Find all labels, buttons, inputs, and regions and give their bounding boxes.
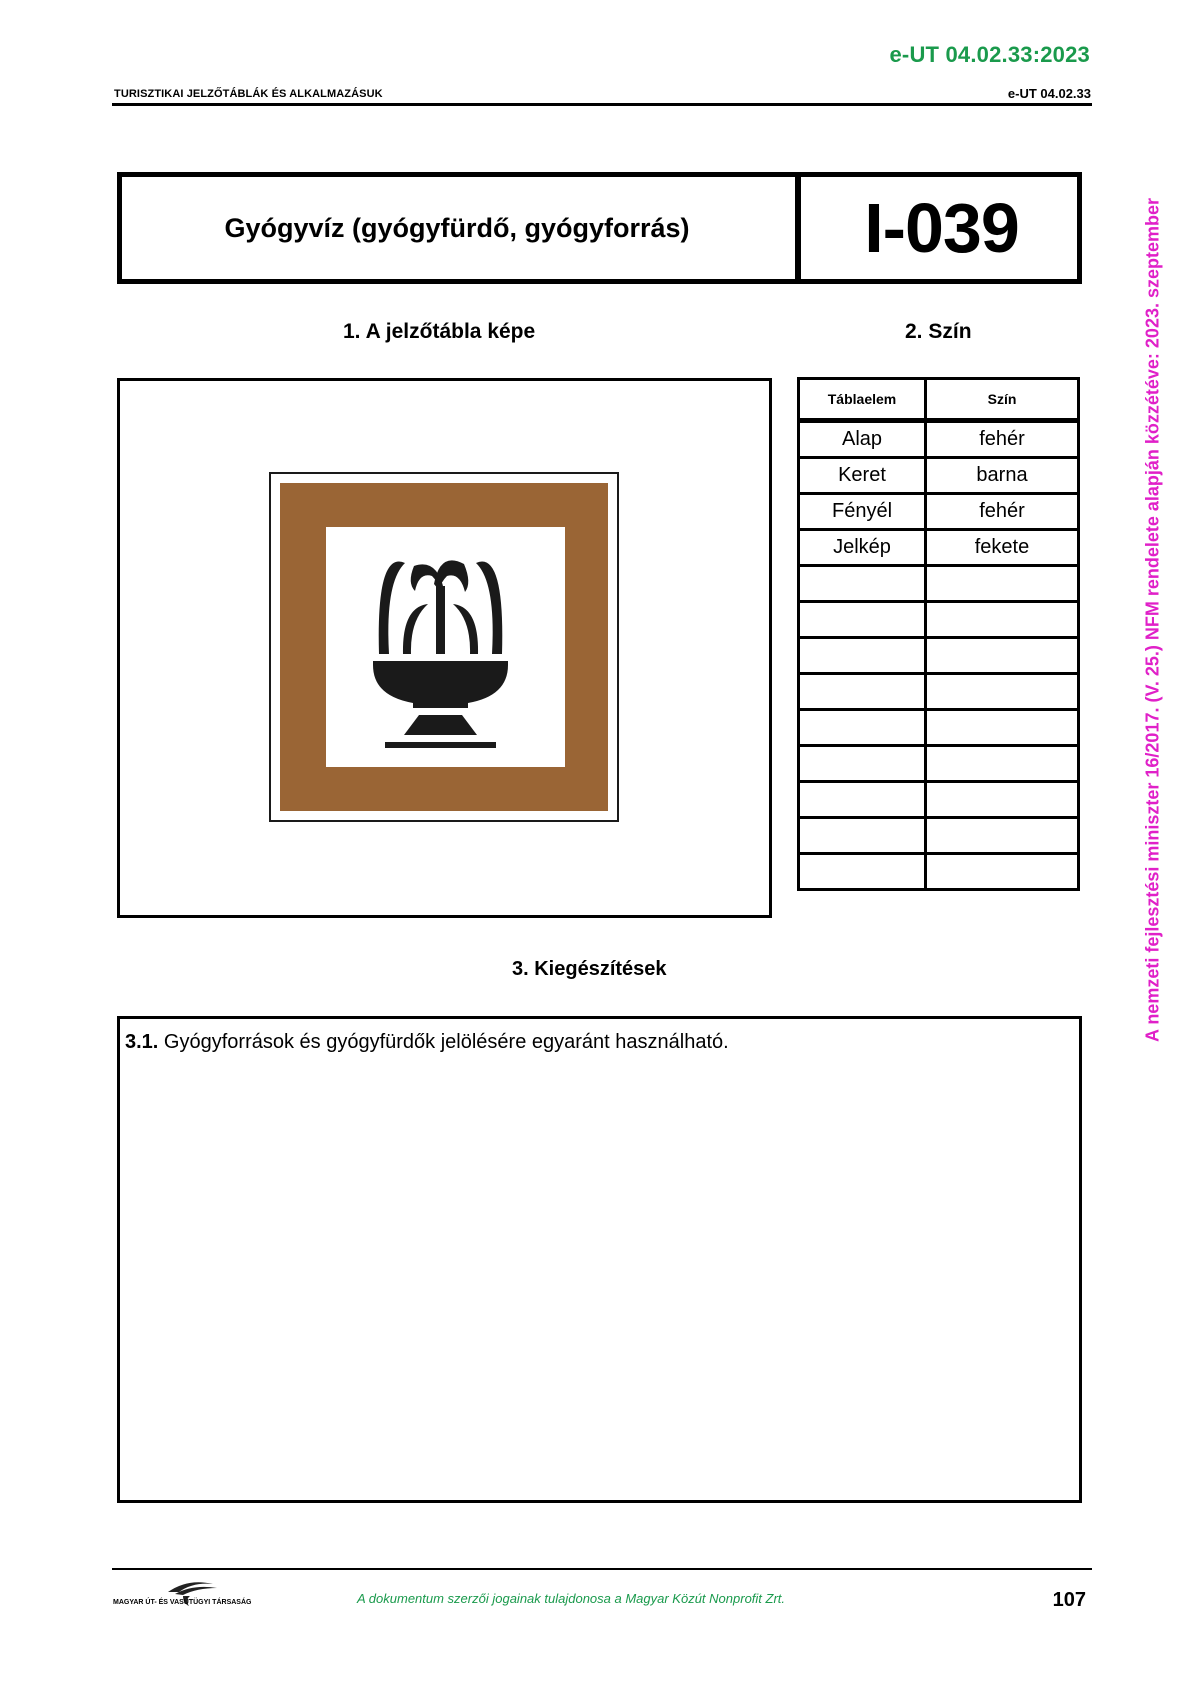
header-element: Táblaelem [799, 379, 926, 421]
cell-element: Fényél [799, 494, 926, 530]
table-row-empty [799, 782, 1079, 818]
table-row [799, 530, 1079, 566]
section-heading-supplements: 3. Kiegészítések [512, 958, 667, 980]
section-heading-color: 2. Szín [905, 320, 972, 343]
table-row-empty [799, 674, 1079, 710]
running-header-code: e-UT 04.02.33 [1007, 86, 1091, 101]
table-row [799, 421, 1079, 458]
table-row-empty [799, 818, 1079, 854]
cell-element: Alap [799, 421, 926, 458]
sign-code: I-039 [864, 189, 1019, 267]
page-number: 107 [1052, 1589, 1086, 1611]
note-number: 3.1. [125, 1031, 159, 1053]
footer-rule [112, 1568, 1092, 1570]
header-color: Szín [926, 379, 1079, 421]
logo-text: MAGYAR ÚT- ÉS VASÚTÜGYI TÁRSASÁG [113, 1599, 252, 1606]
cell-element: Keret [799, 458, 926, 494]
supplements-box [117, 1016, 1082, 1503]
table-row-empty [799, 602, 1079, 638]
cell-color: fehér [926, 421, 1079, 458]
color-table-header [799, 379, 1079, 421]
cell-color: fehér [926, 494, 1079, 530]
table-row-empty [799, 854, 1079, 890]
cell-color: barna [926, 458, 1079, 494]
table-row-empty [799, 638, 1079, 674]
table-row-empty [799, 566, 1079, 602]
table-row [799, 494, 1079, 530]
sign-title: Gyógyvíz (gyógyfürdő, gyógyforrás) [224, 212, 690, 243]
table-row [799, 458, 1079, 494]
table-row-empty [799, 746, 1079, 782]
section-heading-picture: 1. A jelzőtábla képe [343, 320, 536, 343]
copyright-notice: A dokumentum szerzői jogainak tulajdonosa a Magyar Közút Nonprofit Zrt. [357, 1591, 786, 1606]
header-rule [112, 103, 1092, 106]
cell-color: fekete [926, 530, 1079, 566]
side-note-text: A nemzeti fejlesztési miniszter 16/2017. (V. 25.) NFM rendelete alapján közzétéve: 2023. szeptember [1142, 197, 1163, 1043]
cell-element: Jelkép [799, 530, 926, 566]
color-table [797, 377, 1080, 891]
publisher-logo [113, 1576, 263, 1612]
running-header-title: TURISZTIKAI JELZŐTÁBLÁK ÉS ALKALMAZÁSUK [114, 88, 383, 100]
note-text: Gyógyforrások és gyógyfürdők jelölésére egyaránt használható. [163, 1031, 729, 1053]
table-row-empty [799, 710, 1079, 746]
document-code: e-UT 04.02.33:2023 [889, 42, 1090, 67]
sign-image [269, 472, 619, 822]
